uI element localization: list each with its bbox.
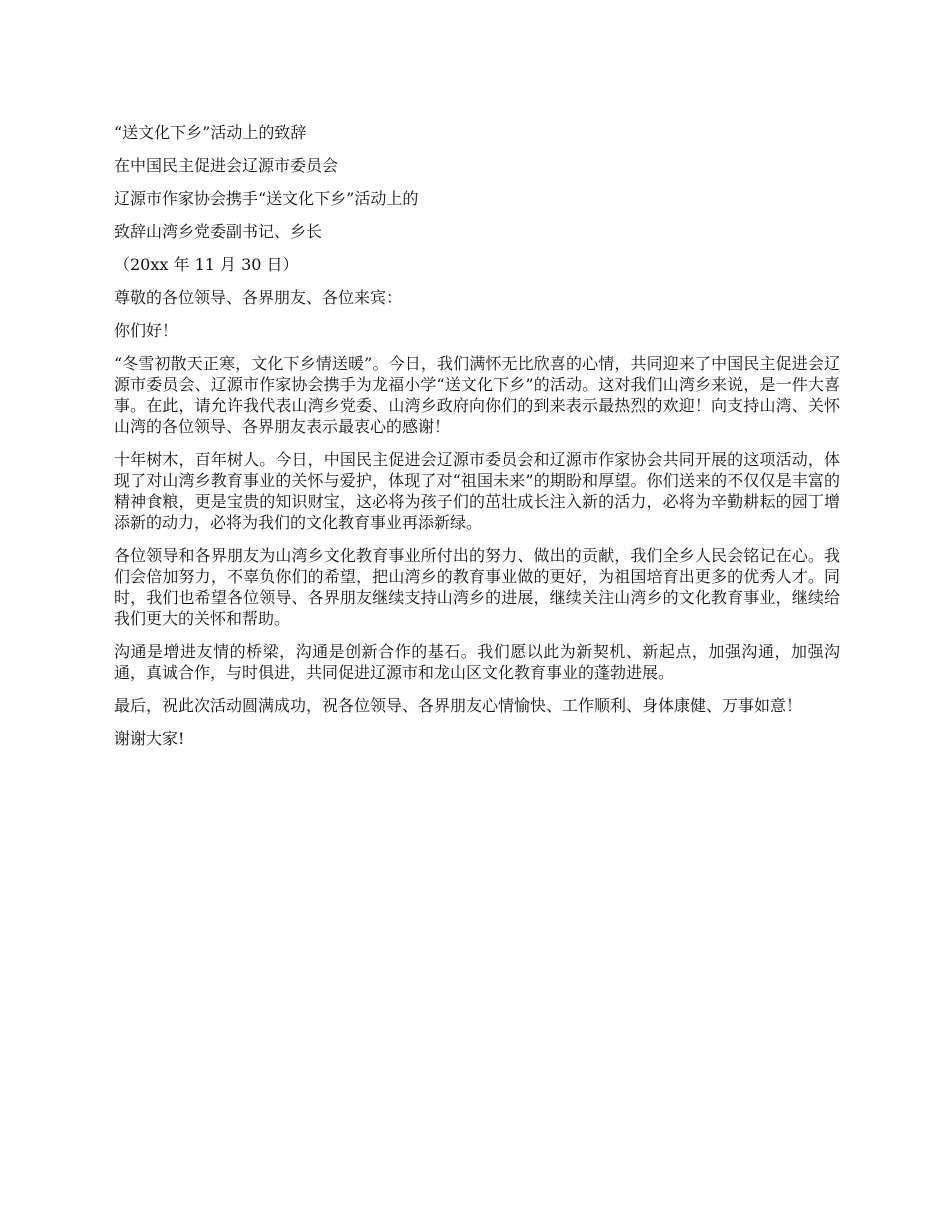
- header-line-speaker: 致辞山湾乡党委副书记、乡长: [114, 222, 323, 241]
- document-page: [114, 122, 840, 761]
- salutation: 尊敬的各位领导、各界朋友、各位来宾：: [114, 288, 403, 307]
- body-paragraph-gratitude: 各位领导和各界朋友为山湾乡文化教育事业所付出的努力、做出的贡献，我们全乡人民会铭记在心。我们会倍加努力，不辜负你们的希望，把山湾乡的教育事业做的更好，为祖国培育出更多的优秀人才。同时，我们也希望各位领导、各界朋友继续支持山湾乡的进展，继续关注山湾乡的文化教育事业，继续给我们更大的关怀和帮助。: [114, 546, 840, 628]
- header-line-event: 辽源市作家协会携手“送文化下乡”活动上的: [114, 189, 419, 208]
- closing: 谢谢大家!: [114, 729, 185, 748]
- body-paragraph-education: 十年树木，百年树人。今日，中国民主促进会辽源市委员会和辽源市作家协会共同开展的这项活动，体现了对山湾乡教育事业的关怀与爱护，体现了对“祖国未来”的期盼和厚望。你们送来的不仅仅是丰富的精神食粮，更是宝贵的知识财宝，这必将为孩子们的茁壮成长注入新的活力，必将为辛勤耕耘的园丁增添新的动力，必将为我们的文化教育事业再添新绿。: [114, 450, 840, 532]
- document-title: “送文化下乡”活动上的致辞: [114, 123, 307, 142]
- body-paragraph-wishes: 最后，祝此次活动圆满成功，祝各位领导、各界朋友心情愉快、工作顺利、身体康健、万事如意！: [114, 696, 803, 715]
- body-paragraph-cooperation: 沟通是增进友情的桥梁，沟通是创新合作的基石。我们愿以此为新契机、新起点，加强沟通，加强沟通，真诚合作，与时俱进，共同促进辽源市和龙山区文化教育事业的蓬勃进展。: [114, 642, 840, 682]
- header-line-date: （20xx 年 11 月 30 日）: [114, 255, 299, 274]
- header-line-organizer: 在中国民主促进会辽源市委员会: [114, 156, 339, 175]
- body-paragraph-welcome: “冬雪初散天正寒，文化下乡情送暖”。今日，我们满怀无比欣喜的心情，共同迎来了中国民主促进会辽源市委员会、辽源市作家协会携手为龙福小学“送文化下乡”的活动。这对我们山湾乡来说，是一件大喜事。在此，请允许我代表山湾乡党委、山湾乡政府向你们的到来表示最热烈的欢迎！向支持山湾、关怀山湾的各位领导、各界朋友表示最衷心的感谢！: [114, 354, 840, 436]
- greeting: 你们好！: [114, 321, 179, 340]
